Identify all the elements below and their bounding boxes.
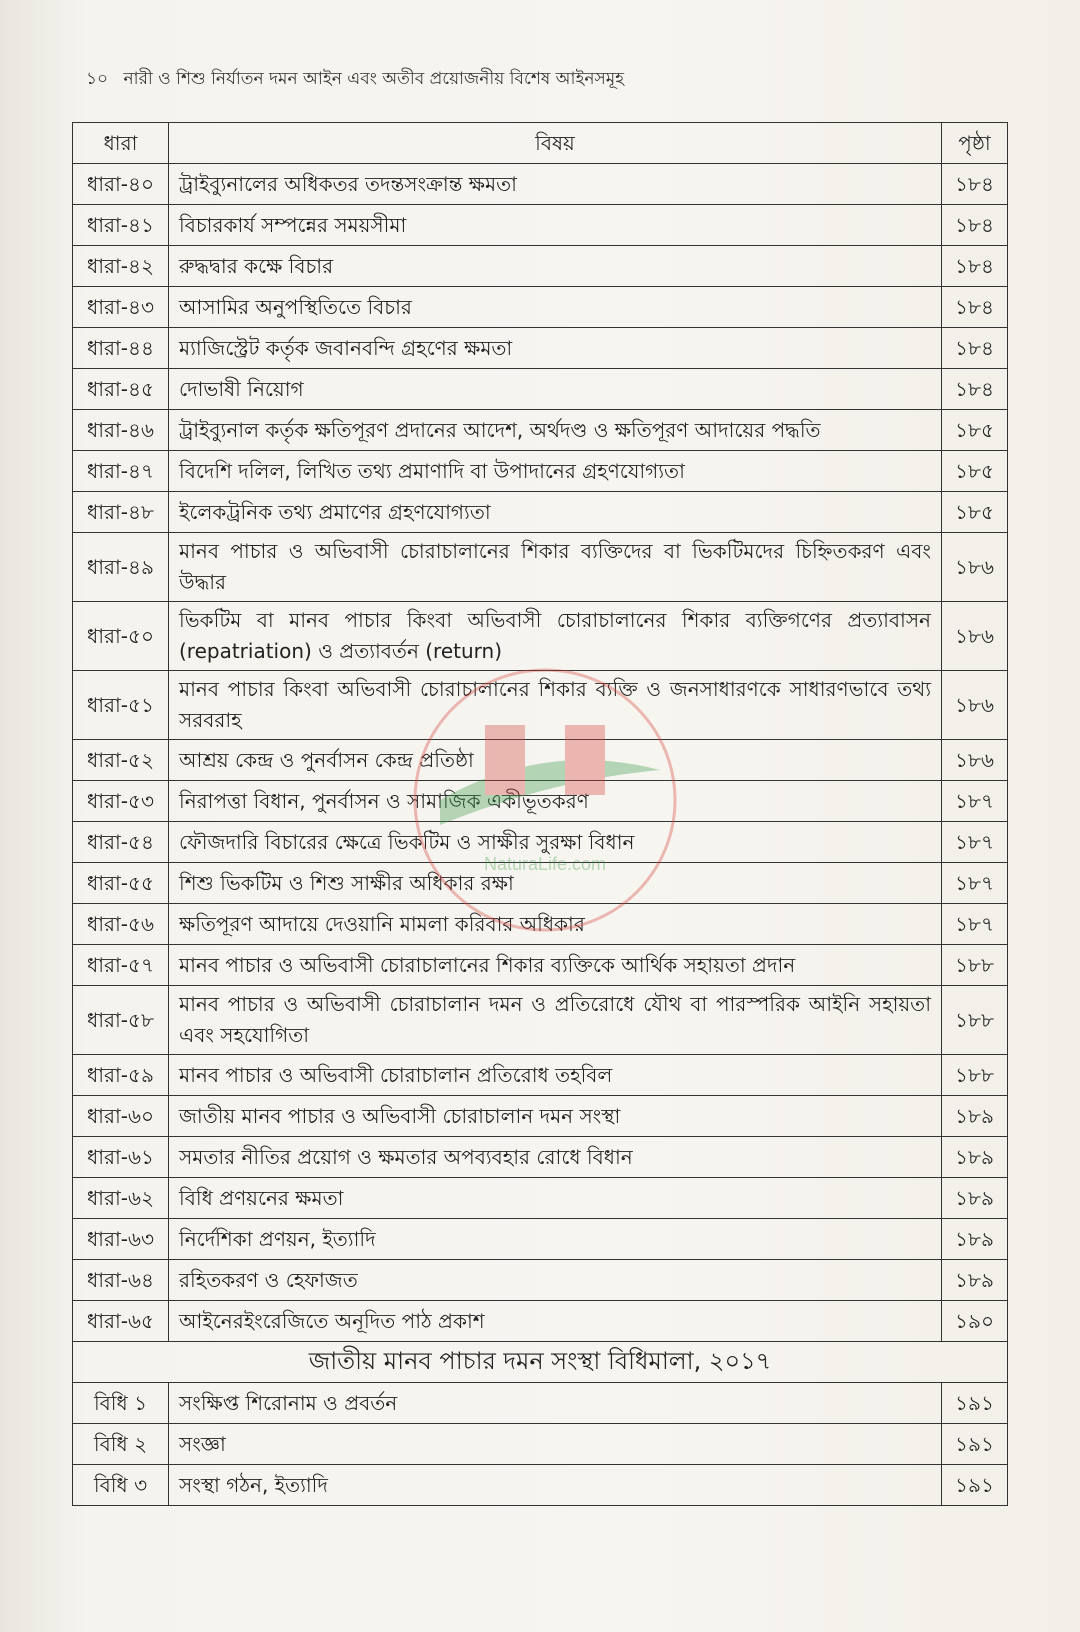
section-cell: ধারা-৫৭ (73, 945, 169, 986)
table-row (73, 863, 1008, 904)
table-row (73, 205, 1008, 246)
subject-cell: সমতার নীতির প্রয়োগ ও ক্ষমতার অপব্যবহার রোধে বিধান (169, 1137, 942, 1178)
section-cell: ধারা-৪০ (73, 164, 169, 205)
subject-cell: মানব পাচার ও অভিবাসী চোরাচালান দমন ও প্রতিরোধে যৌথ বা পারস্পরিক আইনি সহায়তা এবং সহযোগিতা (169, 986, 942, 1055)
table-row (73, 1219, 1008, 1260)
section-cell: ধারা-৫৪ (73, 822, 169, 863)
table-row (73, 986, 1008, 1055)
page-cell: ১৮৯ (942, 1178, 1008, 1219)
page-cell: ১৯১ (942, 1424, 1008, 1465)
subject-cell: আসামির অনুপস্থিতিতে বিচার (169, 287, 942, 328)
section-cell: ধারা-৪৪ (73, 328, 169, 369)
subject-cell: ইলেকট্রনিক তথ্য প্রমাণের গ্রহণযোগ্যতা (169, 492, 942, 533)
table-row (73, 1301, 1008, 1342)
page-cell: ১৮৭ (942, 822, 1008, 863)
subject-cell: রহিতকরণ ও হেফাজত (169, 1260, 942, 1301)
section-cell: বিধি ৩ (73, 1465, 169, 1506)
table-row (73, 1096, 1008, 1137)
page-cell: ১৮৬ (942, 602, 1008, 671)
page-cell: ১৮৪ (942, 287, 1008, 328)
subject-cell: সংস্থা গঠন, ইত্যাদি (169, 1465, 942, 1506)
section-cell: ধারা-৬৫ (73, 1301, 169, 1342)
page-cell: ১৯১ (942, 1465, 1008, 1506)
section-cell: ধারা-৬১ (73, 1137, 169, 1178)
section-cell: বিধি ১ (73, 1383, 169, 1424)
rows-part2 (73, 1383, 1008, 1506)
section-cell: ধারা-৬২ (73, 1178, 169, 1219)
section-cell: ধারা-৬৪ (73, 1260, 169, 1301)
subject-cell: ফৌজদারি বিচারের ক্ষেত্রে ভিকটিম ও সাক্ষীর সুরক্ষা বিধান (169, 822, 942, 863)
subject-cell: সংক্ষিপ্ত শিরোনাম ও প্রবর্তন (169, 1383, 942, 1424)
watermark-text: NaturaLife.com (483, 854, 607, 874)
section-cell: ধারা-৬৩ (73, 1219, 169, 1260)
section-cell: ধারা-৪৭ (73, 451, 169, 492)
table-row (73, 328, 1008, 369)
section-cell: ধারা-৪১ (73, 205, 169, 246)
subject-cell: সংজ্ঞা (169, 1424, 942, 1465)
page-cell: ১৮৪ (942, 369, 1008, 410)
section-cell: বিধি ২ (73, 1424, 169, 1465)
subject-cell: আশ্রয় কেন্দ্র ও পুনর্বাসন কেন্দ্র প্রতিষ্ঠা (169, 740, 942, 781)
section-cell: ধারা-৬০ (73, 1096, 169, 1137)
header-section: ধারা (73, 123, 169, 164)
page-cell: ১৮৫ (942, 451, 1008, 492)
subject-cell: জাতীয় মানব পাচার ও অভিবাসী চোরাচালান দমন সংস্থা (169, 1096, 942, 1137)
page-cell: ১৮৮ (942, 945, 1008, 986)
subject-cell: মানব পাচার কিংবা অভিবাসী চোরাচালানের শিকার ব্যক্তি ও জনসাধারণকে সাধারণভাবে তথ্য সরবরাহ (169, 671, 942, 740)
subject-cell: মানব পাচার ও অভিবাসী চোরাচালান প্রতিরোধ তহবিল (169, 1055, 942, 1096)
contents-table (72, 122, 1008, 1506)
section-cell: ধারা-৫১ (73, 671, 169, 740)
page-cell: ১৮৪ (942, 328, 1008, 369)
section-cell: ধারা-৪২ (73, 246, 169, 287)
subject-cell: ক্ষতিপূরণ আদায়ে দেওয়ানি মামলা করিবার অধিকার (169, 904, 942, 945)
rows-part1 (73, 164, 1008, 1342)
page-cell: ১৮৫ (942, 410, 1008, 451)
section-cell: ধারা-৪৬ (73, 410, 169, 451)
section-cell: ধারা-৫০ (73, 602, 169, 671)
subject-cell: বিচারকার্য সম্পন্নের সময়সীমা (169, 205, 942, 246)
section-cell: ধারা-৫৫ (73, 863, 169, 904)
table-row (73, 492, 1008, 533)
table-row (73, 602, 1008, 671)
page-cell: ১৮৯ (942, 1219, 1008, 1260)
header-subject: বিষয় (169, 123, 942, 164)
page-cell: ১৮৮ (942, 1055, 1008, 1096)
page-cell: ১৮৪ (942, 164, 1008, 205)
page-cell: ১৮৪ (942, 246, 1008, 287)
subject-cell: ম্যাজিস্ট্রেট কর্তৃক জবানবন্দি গ্রহণের ক্ষমতা (169, 328, 942, 369)
running-header (86, 66, 624, 94)
page-cell: ১৮৯ (942, 1096, 1008, 1137)
table-row (73, 1178, 1008, 1219)
table-row (73, 904, 1008, 945)
table-row (73, 246, 1008, 287)
section-cell: ধারা-৫৯ (73, 1055, 169, 1096)
section-cell: ধারা-৫৮ (73, 986, 169, 1055)
page-number: ১০ (86, 69, 109, 89)
table-row (73, 1465, 1008, 1506)
page-cell: ১৯০ (942, 1301, 1008, 1342)
table-header-row (73, 123, 1008, 164)
table-row (73, 1137, 1008, 1178)
page-cell: ১৮৬ (942, 740, 1008, 781)
table-row (73, 822, 1008, 863)
subject-cell: নিরাপত্তা বিধান, পুনর্বাসন ও সামাজিক একীভূতকরণ (169, 781, 942, 822)
table-row (73, 164, 1008, 205)
page-cell: ১৮৬ (942, 671, 1008, 740)
section-cell: ধারা-৫৩ (73, 781, 169, 822)
subject-cell: মানব পাচার ও অভিবাসী চোরাচালানের শিকার ব্যক্তিদের বা ভিকটিমদের চিহ্নিতকরণ এবং উদ্ধার (169, 533, 942, 602)
subject-cell: ট্রাইব্যুনাল কর্তৃক ক্ষতিপূরণ প্রদানের আদেশ, অর্থদণ্ড ও ক্ষতিপূরণ আদায়ের পদ্ধতি (169, 410, 942, 451)
page-cell: ১৮৮ (942, 986, 1008, 1055)
table-row (73, 533, 1008, 602)
subject-cell: শিশু ভিকটিম ও শিশু সাক্ষীর অধিকার রক্ষা (169, 863, 942, 904)
page-cell: ১৮৭ (942, 781, 1008, 822)
book-title: নারী ও শিশু নির্যাতন দমন আইন এবং অতীব প্রয়োজনীয় বিশেষ আইনসমূহ (123, 69, 625, 89)
table-row (73, 1260, 1008, 1301)
table-row (73, 451, 1008, 492)
subject-cell: দোভাষী নিয়োগ (169, 369, 942, 410)
section-heading-group (73, 1342, 1008, 1383)
table-row (73, 1383, 1008, 1424)
subject-cell: আইনেরইংরেজিতে অনূদিত পাঠ প্রকাশ (169, 1301, 942, 1342)
table-row (73, 369, 1008, 410)
page-cell: ১৮৯ (942, 1260, 1008, 1301)
section-heading-row (73, 1342, 1008, 1383)
section-cell: ধারা-৫৬ (73, 904, 169, 945)
subject-cell: মানব পাচার ও অভিবাসী চোরাচালানের শিকার ব্যক্তিকে আর্থিক সহায়তা প্রদান (169, 945, 942, 986)
table-row (73, 781, 1008, 822)
page-cell: ১৮৫ (942, 492, 1008, 533)
subject-cell: ভিকটিম বা মানব পাচার কিংবা অভিবাসী চোরাচালানের শিকার ব্যক্তিগণের প্রত্যাবাসন (repatriation) ও প্রত্যাবর্তন (return) (169, 602, 942, 671)
table-row (73, 410, 1008, 451)
page-cell: ১৮৪ (942, 205, 1008, 246)
page-cell: ১৮৭ (942, 904, 1008, 945)
subject-cell: নির্দেশিকা প্রণয়ন, ইত্যাদি (169, 1219, 942, 1260)
section-cell: ধারা-৫২ (73, 740, 169, 781)
table-row (73, 740, 1008, 781)
table-row (73, 945, 1008, 986)
section-heading: জাতীয় মানব পাচার দমন সংস্থা বিধিমালা, ২০১৭ (73, 1342, 1008, 1383)
table-row (73, 671, 1008, 740)
table-row (73, 1424, 1008, 1465)
subject-cell: বিদেশি দলিল, লিখিত তথ্য প্রমাণাদি বা উপাদানের গ্রহণযোগ্যতা (169, 451, 942, 492)
section-cell: ধারা-৪৩ (73, 287, 169, 328)
section-cell: ধারা-৪৯ (73, 533, 169, 602)
subject-cell: ট্রাইব্যুনালের অধিকতর তদন্তসংক্রান্ত ক্ষমতা (169, 164, 942, 205)
table-row (73, 1055, 1008, 1096)
subject-cell: বিধি প্রণয়নের ক্ষমতা (169, 1178, 942, 1219)
section-cell: ধারা-৪৮ (73, 492, 169, 533)
table-row (73, 287, 1008, 328)
page-cell: ১৮৬ (942, 533, 1008, 602)
page-cell: ১৮৭ (942, 863, 1008, 904)
subject-cell: রুদ্ধদ্বার কক্ষে বিচার (169, 246, 942, 287)
page-cell: ১৯১ (942, 1383, 1008, 1424)
section-cell: ধারা-৪৫ (73, 369, 169, 410)
page-cell: ১৮৯ (942, 1137, 1008, 1178)
header-page: পৃষ্ঠা (942, 123, 1008, 164)
